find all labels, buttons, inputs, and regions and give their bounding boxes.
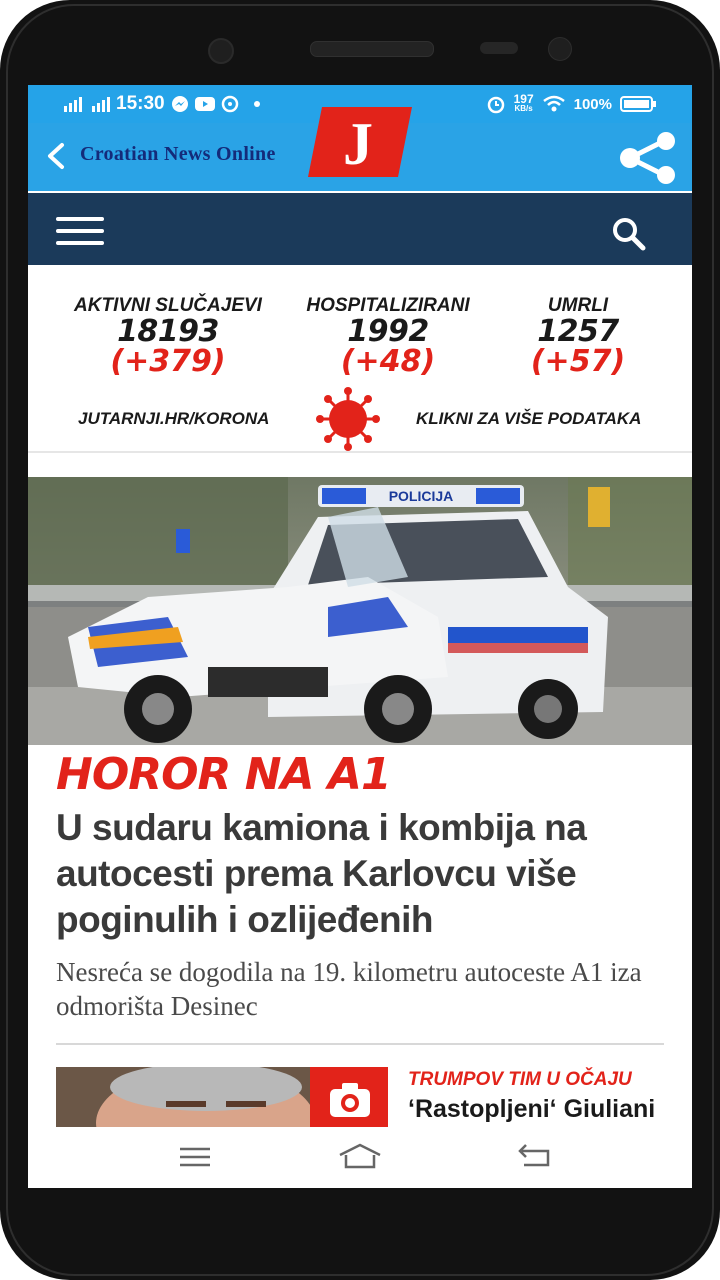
stat-delta: (+48) bbox=[340, 344, 436, 379]
home-icon[interactable] bbox=[338, 1141, 382, 1171]
hero-image[interactable] bbox=[28, 477, 692, 745]
status-time: 15:30 bbox=[116, 93, 165, 114]
stat-label: UMRLI bbox=[547, 295, 609, 316]
alarm-icon bbox=[486, 94, 506, 114]
police-sign-text: POLICIJA bbox=[388, 488, 454, 504]
article-subtitle: Nesreća se dogodila na 19. kilometru autoceste A1 iza odmorišta Desinec bbox=[56, 957, 642, 1021]
site-header bbox=[28, 193, 692, 265]
stat-deaths bbox=[498, 295, 658, 377]
stat-delta: (+379) bbox=[110, 344, 226, 379]
virus-icon bbox=[312, 387, 384, 451]
signal-icon bbox=[64, 96, 110, 112]
article-title[interactable]: U sudaru kamiona i kombija na autocesti prema Karlovcu više poginulih i ozlijeđenih bbox=[56, 807, 587, 940]
police-scene-illustration bbox=[28, 477, 692, 745]
second-article-title[interactable]: ‘Rastopljeni‘ Giuliani bbox=[408, 1095, 656, 1123]
stat-active-cases bbox=[68, 295, 268, 377]
light-sensor bbox=[548, 37, 572, 61]
corona-stats-banner[interactable] bbox=[28, 265, 692, 453]
stat-value: 18193 bbox=[117, 314, 219, 349]
stat-value: 1257 bbox=[537, 314, 619, 349]
status-right bbox=[486, 85, 656, 123]
back-icon[interactable] bbox=[516, 1141, 552, 1171]
network-speed bbox=[514, 94, 534, 114]
chat-icon bbox=[221, 95, 239, 113]
battery-level: 100% bbox=[573, 95, 612, 113]
messenger-icon bbox=[171, 95, 189, 113]
recent-apps-icon[interactable] bbox=[178, 1141, 212, 1171]
youtube-icon bbox=[195, 96, 215, 112]
share-icon[interactable] bbox=[616, 131, 680, 185]
corona-link-right[interactable]: KLIKNI ZA VIŠE PODATAKA bbox=[416, 409, 642, 428]
second-article-kicker[interactable]: TRUMPOV TIM U OČAJU bbox=[408, 1069, 632, 1090]
network-speed-value: 197 bbox=[513, 92, 534, 106]
logo-letter: J bbox=[343, 111, 373, 177]
notification-dot-icon bbox=[245, 95, 263, 113]
photo-gallery-badge bbox=[310, 1067, 388, 1129]
front-camera bbox=[208, 38, 234, 64]
divider bbox=[56, 1043, 664, 1045]
article-thumbnail[interactable] bbox=[56, 1067, 388, 1129]
article-kicker[interactable]: HOROR NA A1 bbox=[56, 749, 391, 800]
jutarnji-logo[interactable] bbox=[308, 107, 412, 177]
network-speed-unit: KB/s bbox=[514, 104, 533, 113]
search-icon[interactable] bbox=[608, 213, 648, 253]
stat-value: 1992 bbox=[347, 314, 429, 349]
battery-icon bbox=[620, 96, 656, 112]
stat-label: AKTIVNI SLUČAJEVI bbox=[74, 295, 262, 316]
hamburger-menu-icon[interactable] bbox=[56, 217, 104, 245]
wifi-icon bbox=[542, 95, 566, 113]
status-left bbox=[64, 85, 263, 123]
screen bbox=[28, 85, 692, 1188]
back-arrow-icon[interactable] bbox=[42, 141, 70, 171]
stat-delta: (+57) bbox=[530, 344, 626, 379]
system-nav-bar bbox=[28, 1127, 692, 1188]
stat-label: HOSPITALIZIRANI bbox=[306, 295, 470, 316]
earpiece-speaker bbox=[310, 41, 434, 57]
corona-link-left[interactable]: JUTARNJI.HR/KORONA bbox=[78, 409, 270, 428]
app-title: Croatian News Online bbox=[80, 143, 276, 165]
stat-hospitalized bbox=[298, 295, 478, 377]
proximity-sensor bbox=[480, 42, 518, 54]
camera-icon bbox=[310, 1067, 388, 1129]
